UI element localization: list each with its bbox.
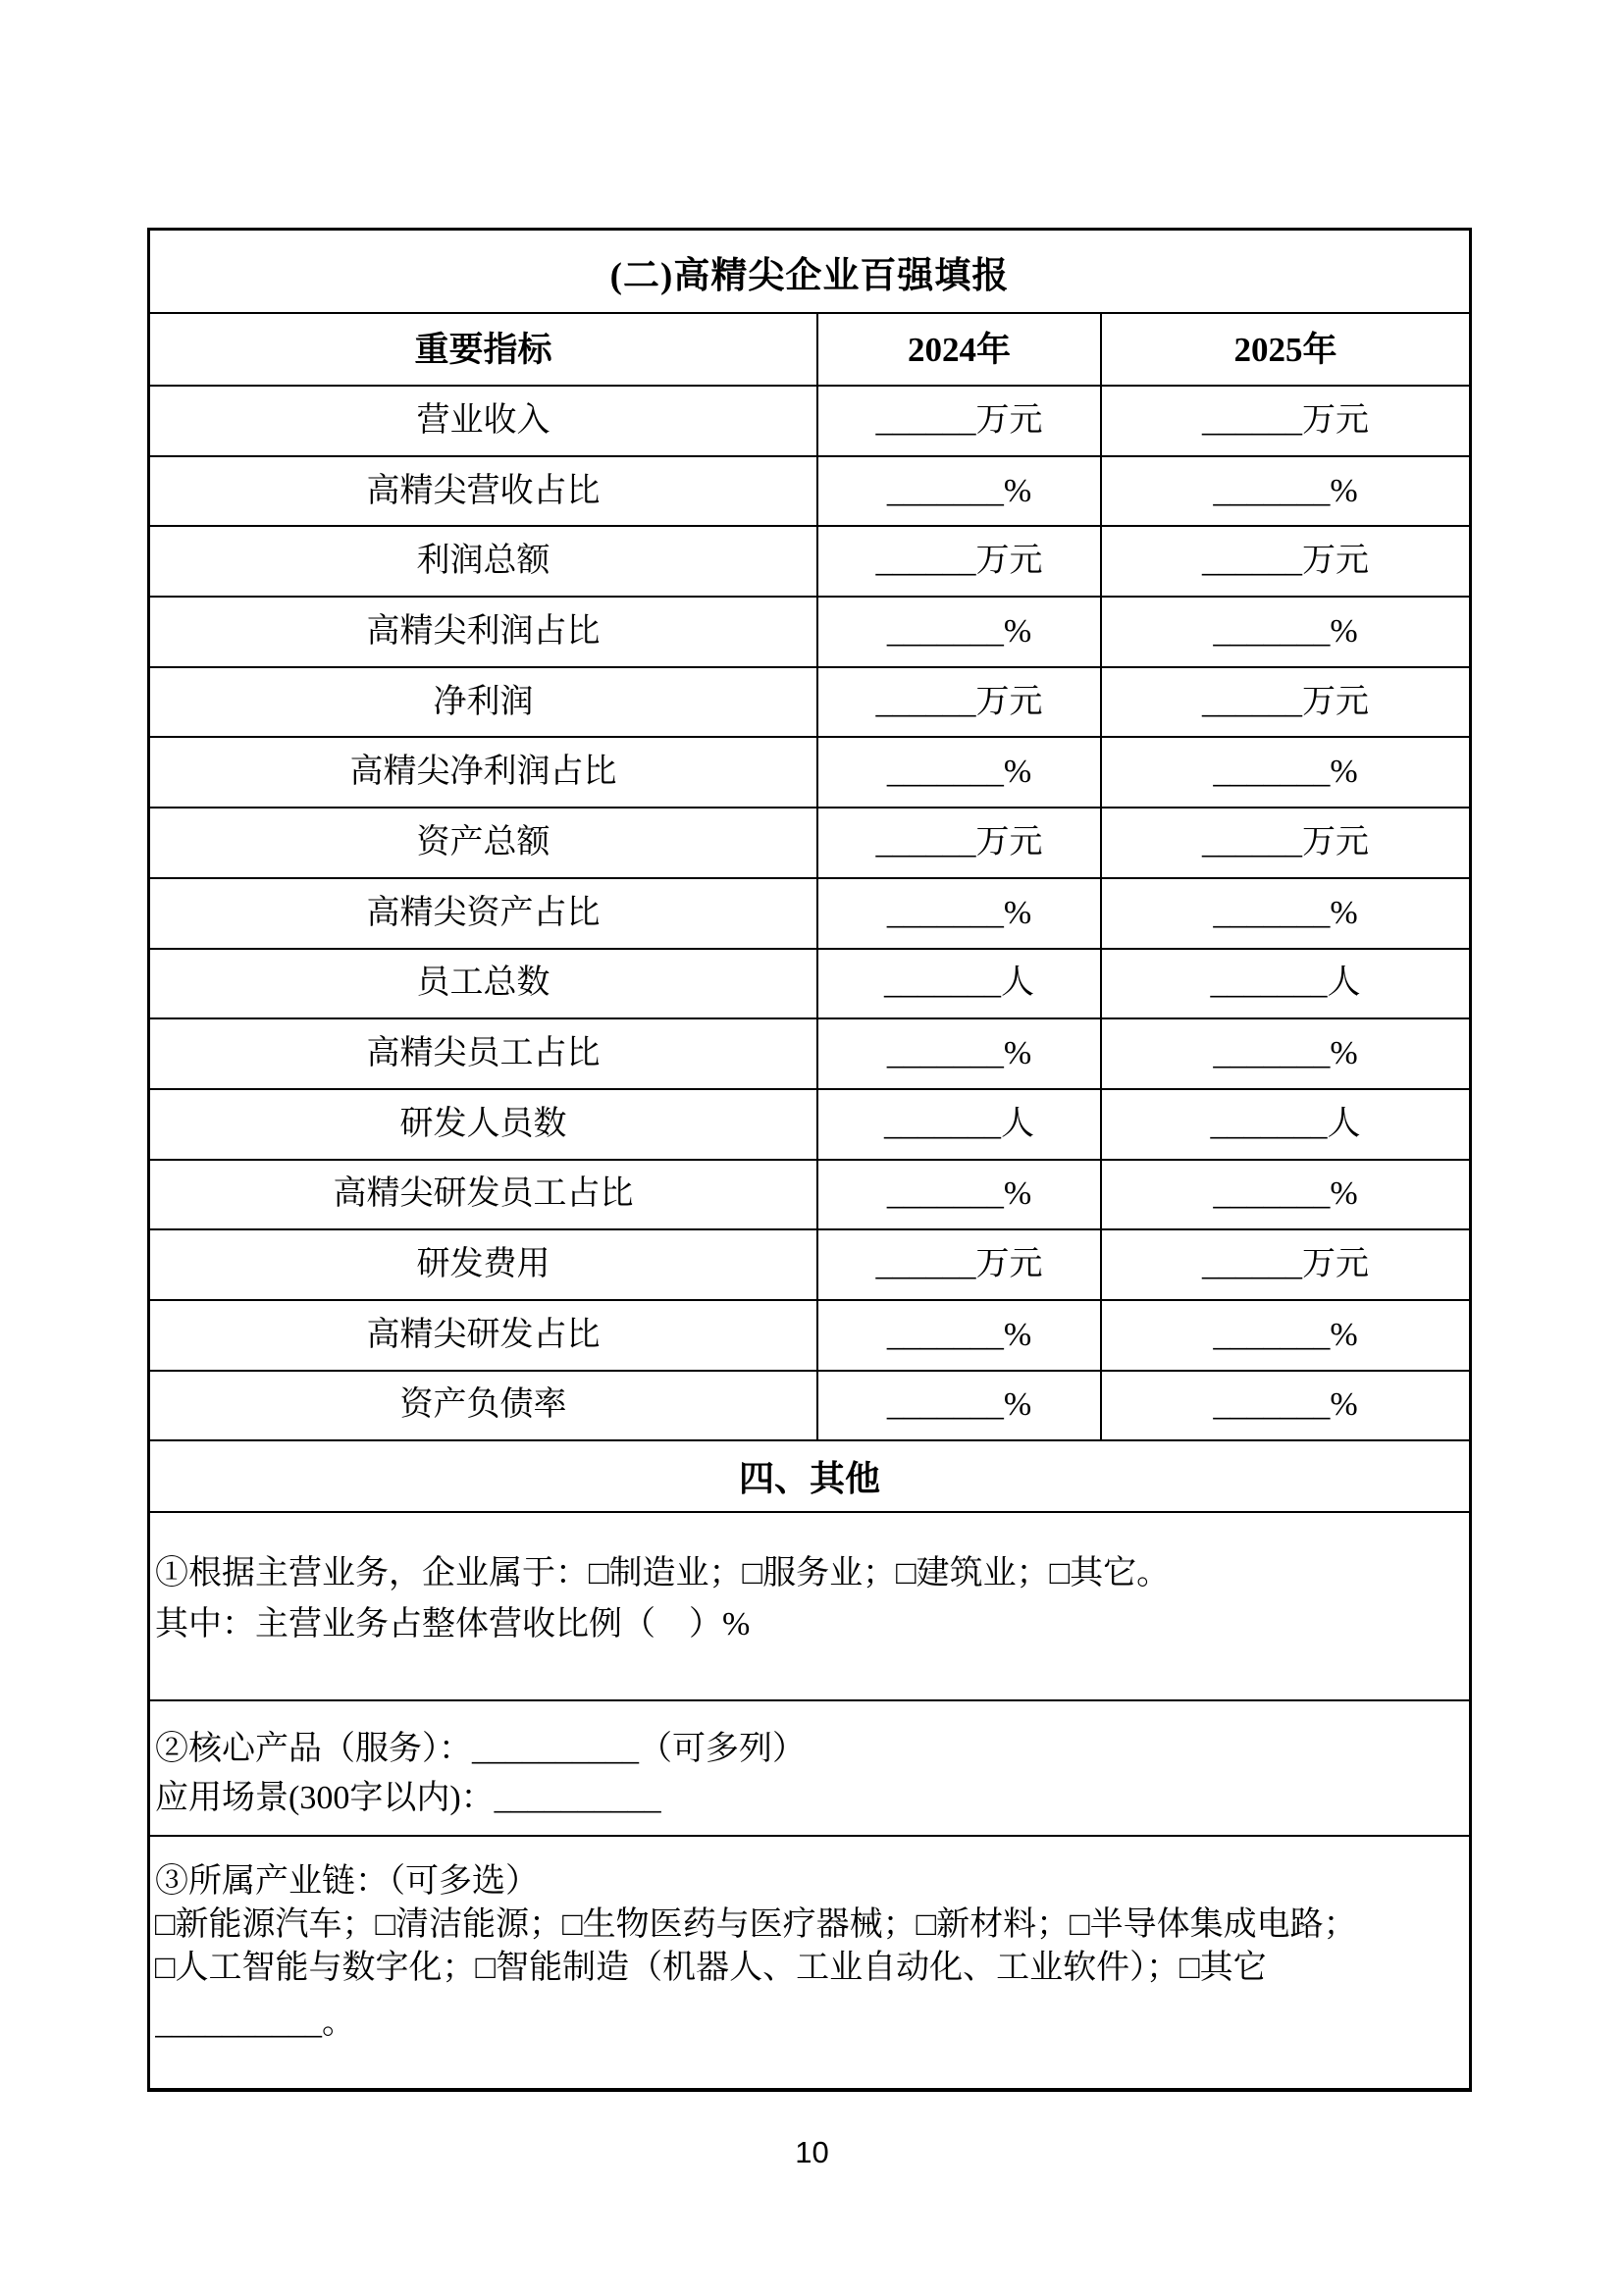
value-blank-2025: _______% (1100, 1372, 1469, 1440)
table-row (150, 1017, 1469, 1088)
indicator-label: 净利润 (433, 683, 534, 720)
value-blank-2024: _______人 (816, 950, 1100, 1018)
value-blank-2025: _______% (1100, 738, 1469, 807)
question-2-core-products (150, 1699, 1469, 1835)
form-table (147, 228, 1472, 2092)
value-blank-2024: _______% (816, 1161, 1100, 1229)
value-blank-2025: _______% (1100, 598, 1469, 666)
value-blank-2025: ______万元 (1100, 668, 1469, 737)
q2-core-product-line: ②核心产品（服务）：__________（可多列） (155, 1731, 806, 1768)
table-row (150, 736, 1469, 807)
value-blank-2024: ______万元 (816, 527, 1100, 596)
value-blank-2024: ______万元 (816, 1230, 1100, 1299)
table-header-row (150, 312, 1469, 385)
q1-revenue-ratio-line: 其中：主营业务占整体营收比例（ ）% (155, 1606, 751, 1643)
indicator-label: 资产总额 (416, 823, 550, 861)
question-3-industry-chain (150, 1835, 1469, 2088)
value-blank-2024: ______万元 (816, 808, 1100, 877)
indicator-label: 研发人员数 (399, 1105, 567, 1142)
indicator-label: 利润总额 (416, 543, 550, 580)
value-blank-2025: _______% (1100, 1019, 1469, 1088)
value-blank-2024: ______万元 (816, 668, 1100, 737)
table-row (150, 1228, 1469, 1299)
value-blank-2024: _______% (816, 1372, 1100, 1440)
indicator-label: 高精尖营收占比 (366, 472, 601, 509)
indicator-label: 高精尖资产占比 (366, 894, 601, 931)
value-blank-2025: ______万元 (1100, 1230, 1469, 1299)
indicator-label: 资产负债率 (399, 1386, 567, 1424)
table-row (150, 877, 1469, 948)
table-row (150, 596, 1469, 666)
column-header-2025: 2025年 (1100, 314, 1469, 385)
q2-application-scenario-line: 应用场景(300字以内)：__________ (155, 1780, 661, 1817)
value-blank-2025: _______% (1100, 457, 1469, 526)
value-blank-2024: _______% (816, 738, 1100, 807)
value-blank-2024: _______人 (816, 1090, 1100, 1159)
q1-checkbox-line: ①根据主营业务，企业属于：□制造业；□服务业；□建筑业；□其它。 (155, 1555, 1171, 1592)
table-row (150, 1159, 1469, 1229)
form-title: (二)高精尖企业百强填报 (609, 255, 1010, 296)
indicator-label: 研发费用 (416, 1246, 550, 1283)
indicator-label: 高精尖利润占比 (366, 612, 601, 650)
value-blank-2024: _______% (816, 879, 1100, 948)
value-blank-2025: _______% (1100, 1301, 1469, 1370)
table-row (150, 1299, 1469, 1370)
q3-checkbox-line-1: □新能源汽车；□清洁能源；□生物医药与医疗器械；□新材料；□半导体集成电路； (155, 1906, 1357, 1944)
indicator-label: 营业收入 (416, 401, 550, 439)
indicator-label: 高精尖研发占比 (366, 1316, 601, 1353)
q3-heading-line: ③所属产业链：（可多选） (155, 1863, 539, 1901)
indicator-label: 高精尖员工占比 (366, 1035, 601, 1072)
value-blank-2024: _______% (816, 598, 1100, 666)
table-row (150, 525, 1469, 596)
value-blank-2024: ______万元 (816, 387, 1100, 455)
section-heading-other: 四、其他 (150, 1439, 1469, 1511)
q3-blank-line: __________。 (155, 2005, 355, 2042)
indicator-label: 高精尖研发员工占比 (333, 1175, 634, 1213)
column-header-indicator: 重要指标 (414, 330, 552, 369)
indicator-label: 员工总数 (416, 965, 550, 1002)
table-row (150, 1370, 1469, 1440)
q3-checkbox-line-2: □人工智能与数字化；□智能制造（机器人、工业自动化、工业软件）；□其它 (155, 1950, 1267, 1987)
value-blank-2025: ______万元 (1100, 387, 1469, 455)
value-blank-2025: ______万元 (1100, 808, 1469, 877)
table-row (150, 948, 1469, 1018)
table-row (150, 807, 1469, 877)
value-blank-2024: _______% (816, 1301, 1100, 1370)
value-blank-2025: ______万元 (1100, 527, 1469, 596)
question-1-business-type (150, 1511, 1469, 1699)
table-row (150, 666, 1469, 737)
value-blank-2025: _______人 (1100, 950, 1469, 1018)
table-row (150, 455, 1469, 526)
page-number: 10 (795, 2135, 829, 2169)
value-blank-2025: _______人 (1100, 1090, 1469, 1159)
value-blank-2024: _______% (816, 457, 1100, 526)
column-header-2024: 2024年 (816, 314, 1100, 385)
table-row (150, 1088, 1469, 1159)
value-blank-2025: _______% (1100, 879, 1469, 948)
table-row (150, 385, 1469, 455)
value-blank-2025: _______% (1100, 1161, 1469, 1229)
value-blank-2024: _______% (816, 1019, 1100, 1088)
indicator-label: 高精尖净利润占比 (349, 754, 617, 791)
